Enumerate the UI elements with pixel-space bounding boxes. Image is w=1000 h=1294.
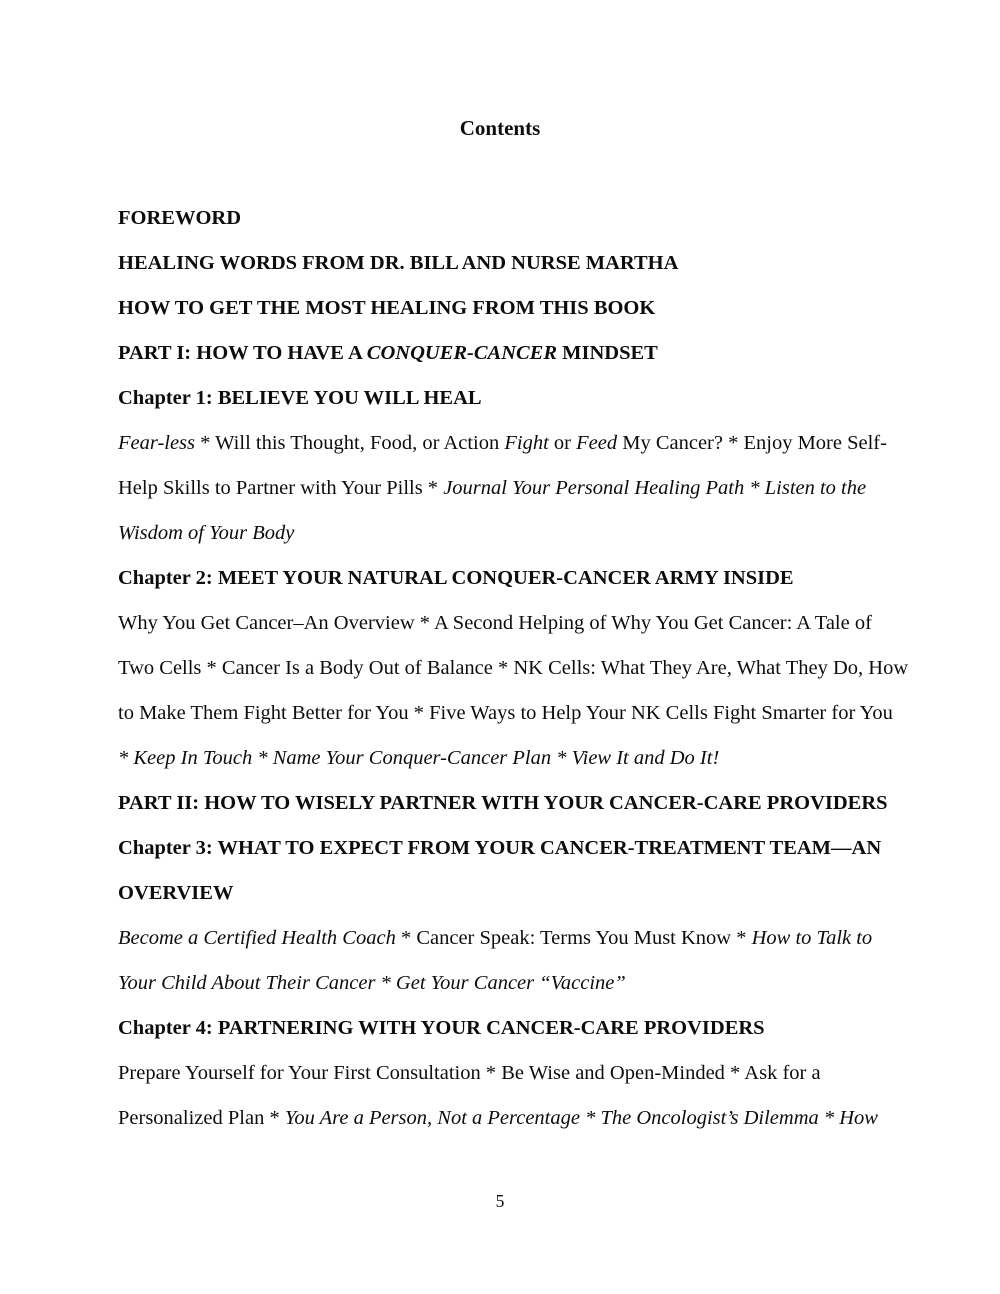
text-run: HEALING WORDS FROM DR. BILL AND NURSE MARTHA	[118, 252, 679, 274]
text-run: Why You Get Cancer–An Overview * A Second Helping of Why You Get Cancer: A Tale of	[118, 612, 872, 634]
text-run: Feed	[576, 432, 618, 454]
toc-line	[118, 343, 908, 364]
page-number: 5	[495, 1191, 505, 1211]
text-run: Chapter 2: MEET YOUR NATURAL CONQUER-CANCER ARMY INSIDE	[118, 567, 794, 589]
text-run: Become a Certified Health Coach	[118, 927, 396, 949]
text-run: Wisdom of Your Body	[118, 522, 295, 544]
text-run: Journal Your Personal Healing Path * Listen to the	[443, 477, 867, 499]
text-run: PART II: HOW TO WISELY PARTNER WITH YOUR CANCER-CARE PROVIDERS	[118, 792, 888, 814]
text-run: CONQUER-CANCER	[366, 342, 558, 364]
toc-line	[118, 838, 908, 859]
text-run: MINDSET	[557, 342, 658, 364]
text-run: HOW TO GET THE MOST HEALING FROM THIS BOOK	[118, 297, 656, 319]
toc-line	[118, 208, 908, 229]
text-run: You Are a Person, Not a Percentage * The Oncologist’s Dilemma * How	[284, 1107, 878, 1129]
toc-line	[118, 658, 908, 679]
toc-line	[118, 433, 908, 454]
toc-line	[118, 748, 908, 769]
toc-line	[118, 883, 908, 904]
toc-line	[118, 1063, 908, 1084]
toc-line	[118, 928, 908, 949]
text-run: * Cancer Speak: Terms You Must Know *	[395, 927, 752, 949]
text-run: OVERVIEW	[118, 882, 234, 904]
toc-line	[118, 523, 908, 544]
text-run: * Keep In Touch * Name Your Conquer-Cancer Plan * View It and Do It!	[118, 747, 720, 769]
text-run: to Make Them Fight Better for You * Five Ways to Help Your NK Cells Fight Smarter for You	[118, 702, 893, 724]
toc-line	[118, 793, 908, 814]
toc-line	[118, 478, 908, 499]
text-run: Fight	[504, 432, 549, 454]
toc-line	[118, 568, 908, 589]
toc-line	[118, 613, 908, 634]
text-run: Fear-less	[118, 432, 196, 454]
text-run: My Cancer? * Enjoy More Self-	[617, 432, 887, 454]
toc-line	[118, 253, 908, 274]
toc-line	[118, 1108, 908, 1129]
toc-line	[118, 298, 908, 319]
text-run: or	[548, 432, 577, 454]
text-run: How to Talk to	[751, 927, 873, 949]
text-run: Chapter 3: WHAT TO EXPECT FROM YOUR CANCER-TREATMENT TEAM—AN	[118, 837, 882, 859]
toc-line	[118, 703, 908, 724]
text-run: Your Child About Their Cancer * Get Your Cancer “Vaccine”	[118, 972, 626, 994]
text-run: Help Skills to Partner with Your Pills *	[118, 477, 444, 499]
text-run: FOREWORD	[118, 207, 241, 229]
toc-line	[118, 1018, 908, 1039]
text-run: Personalized Plan *	[118, 1107, 285, 1129]
text-run: Chapter 1: BELIEVE YOU WILL HEAL	[118, 387, 482, 409]
text-run: PART I: HOW TO HAVE A	[118, 342, 367, 364]
table-of-contents	[118, 208, 908, 1153]
toc-line	[118, 973, 908, 994]
text-run: Prepare Yourself for Your First Consultation * Be Wise and Open-Minded * Ask for a	[118, 1062, 821, 1084]
page-title: Contents	[459, 116, 541, 140]
text-run: Two Cells * Cancer Is a Body Out of Balance * NK Cells: What They Are, What They Do, How	[118, 657, 909, 679]
text-run: * Will this Thought, Food, or Action	[195, 432, 505, 454]
text-run: Chapter 4: PARTNERING WITH YOUR CANCER-CARE PROVIDERS	[118, 1017, 765, 1039]
toc-line	[118, 388, 908, 409]
